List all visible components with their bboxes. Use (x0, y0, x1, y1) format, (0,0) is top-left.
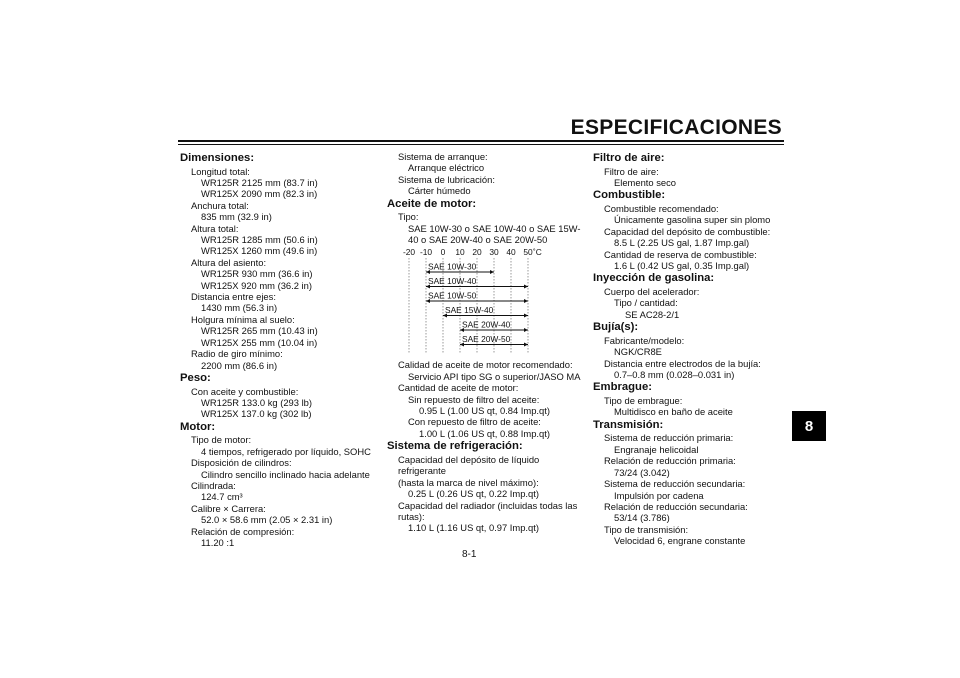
tick-label: 40 (506, 247, 516, 258)
spec-line: Arranque eléctrico (408, 162, 485, 174)
spec-line: Capacidad del depósito de líquido refrigerante (398, 453, 540, 477)
range-arrow-right (524, 328, 528, 332)
series-label: SAE 10W-50 (428, 290, 477, 301)
spec-line: Tipo: (398, 211, 419, 223)
spec-line: (hasta la marca de nivel máximo): (398, 476, 539, 488)
section-heading: Peso: (180, 371, 211, 384)
spec-line: 52.0 × 58.6 mm (2.05 × 2.31 in) (201, 514, 333, 526)
range-arrow-right (524, 299, 528, 303)
spec-line: Fabricante/modelo: (604, 334, 685, 346)
spec-line: Servicio API tipo SG o superior/JASO MA (408, 370, 581, 382)
header-rule (178, 140, 784, 142)
spec-line: 8.5 L (2.25 US gal, 1.87 Imp.gal) (614, 237, 750, 249)
spec-line: Sistema de lubricación: (398, 173, 495, 185)
spec-line: Relación de compresión: (191, 525, 295, 537)
series-label: SAE 10W-30 (428, 261, 477, 272)
spec-line: Capacidad del depósito de combustible: (604, 225, 771, 237)
spec-line: WR125X 137.0 kg (302 lb) (201, 408, 312, 420)
spec-line: Con repuesto de filtro de aceite: (408, 416, 541, 428)
tick-label: -20 (402, 247, 416, 258)
spec-line: Altura total: (191, 222, 239, 234)
series-label: SAE 20W-50 (462, 334, 511, 345)
spec-line: Anchura total: (191, 199, 249, 211)
spec-line: WR125X 255 mm (10.04 in) (201, 336, 318, 348)
chapter-tab: 8 (792, 411, 826, 441)
spec-line: SAE 10W-30 o SAE 10W-40 o SAE 15W- (408, 222, 581, 234)
spec-line: 0.7–0.8 mm (0.028–0.031 in) (614, 369, 735, 381)
spec-line: Distancia entre ejes: (191, 291, 276, 303)
spec-line: rutas): (398, 510, 425, 522)
spec-line: WR125R 1285 mm (50.6 in) (201, 234, 318, 246)
spec-line: Con aceite y combustible: (191, 385, 299, 397)
spec-line: Elemento seco (614, 177, 677, 188)
spec-line: 835 mm (32.9 in) (201, 211, 272, 223)
tick-label: 30 (489, 247, 499, 258)
spec-line: WR125R 133.0 kg (293 lb) (201, 396, 312, 408)
spec-line: Cárter húmedo (408, 185, 471, 197)
spec-line: Únicamente gasolina super sin plomo (614, 214, 771, 226)
spec-line: 1430 mm (56.3 in) (201, 302, 278, 314)
spec-line: Cantidad de aceite de motor: (398, 382, 519, 394)
spec-line: Holgura mínima al suelo: (191, 313, 295, 325)
spec-line: Capacidad del radiador (incluidas todas las (398, 499, 578, 511)
spec-line: NGK/CR8E (614, 346, 662, 358)
section-heading: Inyección de gasolina: (593, 272, 715, 285)
spec-line: Impulsión por cadena (614, 489, 704, 501)
spec-line: Calidad de aceite de motor recomendado: (398, 359, 573, 371)
series-label: SAE 10W-40 (428, 276, 477, 287)
page-number: 8-1 (462, 549, 477, 560)
spec-line: SE AC28-2/1 (625, 308, 680, 320)
spec-line: Sistema de arranque: (398, 151, 488, 162)
spec-line: Tipo de transmisión: (604, 523, 689, 535)
spec-line: Cantidad de reserva de combustible: (604, 248, 757, 260)
spec-line: Relación de reducción primaria: (604, 455, 736, 467)
range-arrow-right (524, 285, 528, 289)
section-heading: Combustible: (593, 189, 666, 202)
spec-line: Sistema de reducción primaria: (604, 432, 734, 444)
spec-line: Relación de reducción secundaria: (604, 500, 748, 512)
engine-oil-section (387, 151, 585, 245)
spec-line: Distancia entre electrodos de la bujía: (604, 357, 761, 369)
column-middle (387, 151, 585, 534)
column-right (593, 151, 781, 547)
range-arrow-right (524, 314, 528, 318)
series-label: SAE 20W-40 (462, 319, 511, 330)
section-heading: Bujía(s): (593, 321, 639, 334)
spec-line: 73/24 (3.042) (614, 466, 670, 478)
spec-line: 0.25 L (0.26 US qt, 0.22 Imp.qt) (408, 488, 539, 500)
page-title: ESPECIFICACIONES (570, 116, 782, 139)
spec-line: Combustible recomendado: (604, 203, 719, 214)
section-heading: Sistema de refrigeración: (387, 440, 523, 453)
section-heading: Motor: (180, 420, 216, 433)
spec-line: 53/14 (3.786) (614, 512, 670, 524)
spec-line: Sin repuesto de filtro del aceite: (408, 393, 540, 405)
range-arrow-right (524, 343, 528, 347)
spec-line: 40 o SAE 20W-40 o SAE 20W-50 (408, 234, 548, 246)
section-heading: Filtro de aire: (593, 152, 665, 164)
tick-label: 50 (523, 247, 533, 258)
spec-line: 1.6 L (0.42 US gal, 0.35 Imp.gal) (614, 260, 750, 272)
series-label: SAE 15W-40 (445, 305, 494, 316)
spec-line: Calibre × Carrera: (191, 502, 266, 514)
section-heading: Transmisión: (593, 418, 664, 431)
tick-label: 20 (472, 247, 482, 258)
spec-line: WR125R 265 mm (10.43 in) (201, 325, 318, 337)
spec-line: 1.00 L (1.06 US qt, 0.88 Imp.qt) (419, 427, 550, 439)
section-heading: Dimensiones: (180, 152, 255, 164)
oil-quantity-section (387, 359, 585, 533)
spec-line: Cilindrada: (191, 479, 236, 491)
spec-line: Tipo / cantidad: (614, 297, 678, 309)
spec-line: Disposición de cilindros: (191, 457, 292, 469)
spec-line: 11.20 :1 (201, 536, 235, 548)
spec-line: WR125R 2125 mm (83.7 in) (201, 177, 318, 188)
tick-label: -10 (419, 247, 433, 258)
section-heading: Embrague: (593, 381, 653, 394)
spec-line: Cuerpo del acelerador: (604, 286, 700, 298)
spec-line: Altura del asiento: (191, 256, 267, 268)
column-left (180, 151, 380, 548)
spec-line: Tipo de embrague: (604, 395, 683, 407)
spec-line: 0.95 L (1.00 US qt, 0.84 Imp.qt) (419, 405, 550, 417)
spec-line: 124.7 cm³ (201, 491, 243, 503)
tick-label: 10 (455, 247, 465, 258)
spec-line: Tipo de motor: (191, 434, 252, 446)
spec-line: WR125X 2090 mm (82.3 in) (201, 188, 318, 200)
spec-line: Multidisco en baño de aceite (614, 406, 733, 418)
oil-viscosity-chart (399, 246, 579, 356)
spec-line: WR125X 920 mm (36.2 in) (201, 279, 312, 291)
spec-line: Cilindro sencillo inclinado hacia adelante (201, 468, 370, 480)
spec-line: Longitud total: (191, 165, 250, 177)
spec-line: 1.10 L (1.16 US qt, 0.97 Imp.qt) (408, 522, 539, 534)
spec-line: Engranaje helicoidal (614, 443, 699, 455)
header-rule-thin (178, 144, 784, 145)
spec-line: WR125X 1260 mm (49.6 in) (201, 245, 318, 257)
spec-line: 4 tiempos, refrigerado por líquido, SOHC (201, 445, 371, 457)
unit-label: ˚C (533, 247, 542, 258)
spec-line: Velocidad 6, engrane constante (614, 535, 746, 547)
spec-line: 2200 mm (86.6 in) (201, 359, 278, 371)
tick-label: 0 (440, 247, 446, 258)
section-heading: Aceite de motor: (387, 197, 477, 210)
range-arrow-right (490, 270, 494, 274)
spec-line: Filtro de aire: (604, 165, 659, 177)
spec-line: Sistema de reducción secundaria: (604, 478, 746, 490)
spec-line: Radio de giro mínimo: (191, 348, 283, 360)
spec-line: WR125R 930 mm (36.6 in) (201, 268, 313, 280)
